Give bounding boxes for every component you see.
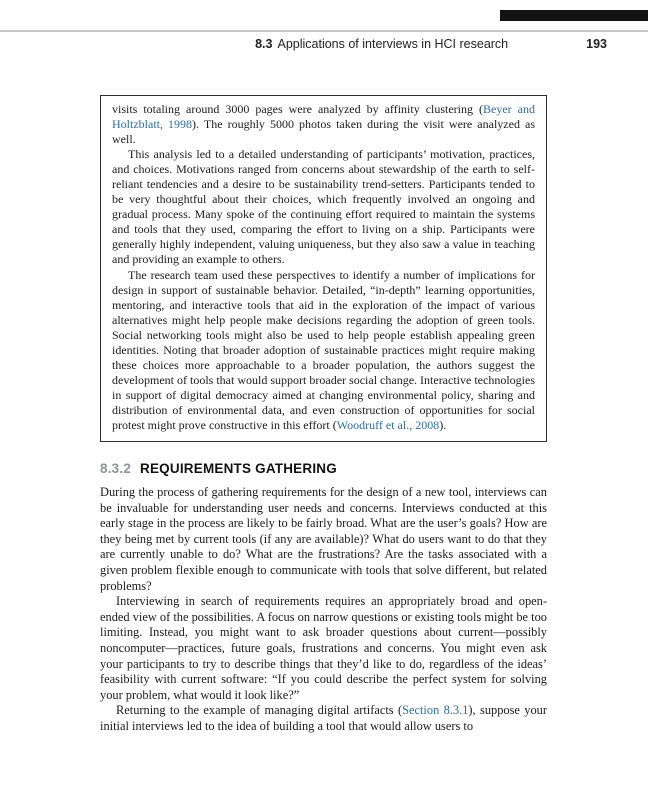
running-header <box>255 37 607 51</box>
citation-link-beyer-holtzblatt[interactable]: Beyer and Holtzblatt, 1998 <box>112 102 535 132</box>
section-title: REQUIREMENTS GATHERING <box>140 461 337 477</box>
header-section-number: 8.3 <box>255 37 273 51</box>
box-paragraph <box>112 102 535 147</box>
body-paragraph <box>100 703 547 734</box>
citation-link-woodruff[interactable]: Woodruff et al., 2008 <box>336 417 440 432</box>
section-number: 8.3.2 <box>100 461 132 477</box>
section-heading <box>100 461 547 476</box>
page-content <box>100 95 547 735</box>
text-run: visits totaling around 3000 pages were analyzed by affinity clustering ( <box>112 102 484 116</box>
header-rule <box>0 30 648 32</box>
cross-reference-link-section-8-3-1[interactable]: Section 8.3.1 <box>402 703 469 718</box>
text-run: ). <box>439 417 447 432</box>
page-number: 193 <box>586 37 607 51</box>
body-paragraph <box>100 594 547 703</box>
text-run: ). The roughly 5000 photos taken during the visit were analyzed as well. <box>112 117 535 147</box>
box-paragraph <box>112 147 535 267</box>
text-run: The research team used these perspectives to identify a number of implications for design in support of sustainable behavior. Detailed, “in-depth” learning opportunities, mentoring, and interactive tools that aid in the exploration of the impact of various alternatives might help people make decisions regarding the adoption of green tools. Social networking tools might also be used to help people establish appealing green identities. Noting that broader adoption of sustainable practices might require making these choices more approachable to a broader population, the authors suggest the development of tools that would support broader social change. Interactive technologies in support of digital democracy aimed at changing environmental policy, sharing and distribution of environmental data, and even construction of opportunities for social protest might prove constructive in this effort ( <box>112 267 535 432</box>
body-paragraph <box>100 485 547 594</box>
text-run: Returning to the example of managing digital artifacts ( <box>116 703 403 718</box>
header-title: Applications of interviews in HCI research <box>277 37 509 51</box>
box-paragraph <box>112 268 535 434</box>
case-study-box <box>100 95 547 442</box>
top-corner-bar <box>500 10 648 21</box>
text-run: Interviewing in search of requirements requires an appropriately broad and open-ended view of the possibilities. A focus on narrow questions or existing tools might be too limiting. Instead, you might want to ask broader questions about current—possibly noncomputer—practices, future goals, frustrations and concerns. You might even ask your participants to try to describe things that they’d like to do, regardless of the ideas’ feasibility with current software: “If you could describe the perfect system for solving your problem, what would it look like?” <box>100 594 547 702</box>
text-run: ), suppose your initial interviews led to the idea of building a tool that would allow users to <box>100 703 547 733</box>
text-run: During the process of gathering requirements for the design of a new tool, interviews can be invaluable for understanding user needs and concerns. Interviews conducted at this early stage in the process are likely to be fairly broad. What are the user’s goals? How are they being met by current tools (if any are available)? What do users want to do that they are currently unable to do? What are the frustrations? Are the tasks associated with a given problem flexible enough to communicate with tools that solve different, but related problems? <box>100 485 547 593</box>
text-run: This analysis led to a detailed understanding of participants’ motivation, practices, and choices. Motivations ranged from concerns about stewardship of the earth to self-reliant tendencies and a desire to be sustainability trend-setters. Participants tended to be very thoughtful about their choices, which frequently involved an ongoing and gradual process. Many spoke of the continuing effort required to maintain the systems and tools that they used, comparing the effort to living on a ship. Participants were generally highly independent, valuing uniqueness, but they also saw a value in teaching and providing an example to others. <box>112 147 535 267</box>
